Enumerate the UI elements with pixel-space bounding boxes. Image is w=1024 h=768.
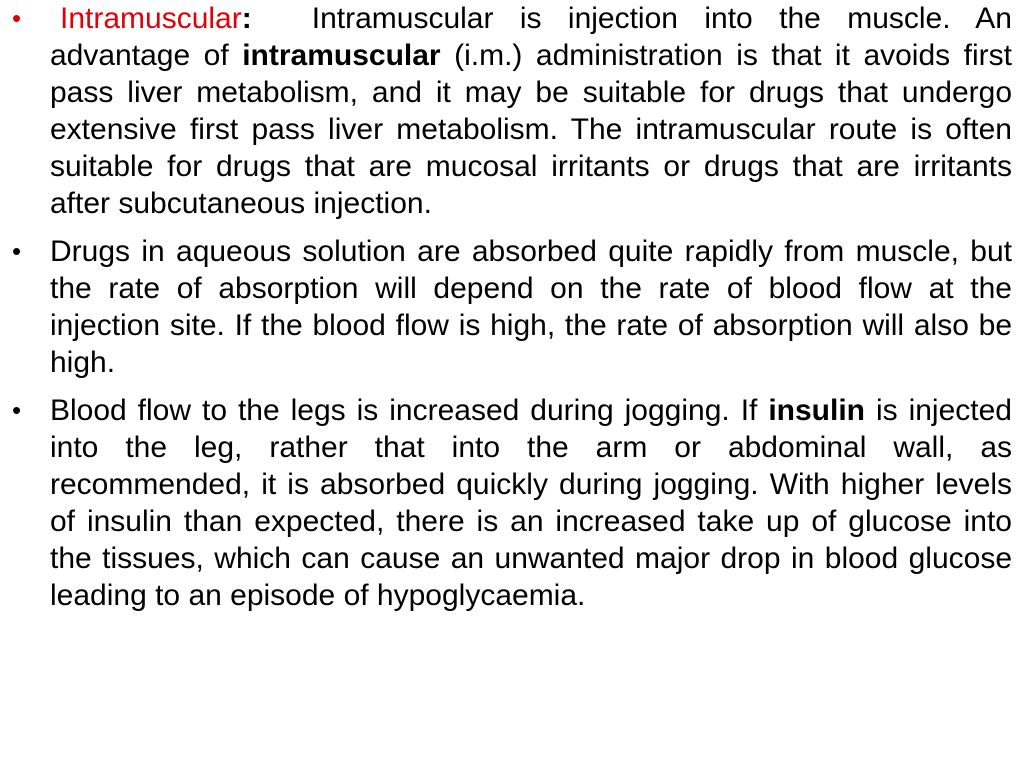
- bold-intramuscular: intramuscular: [242, 39, 441, 72]
- bullet-text: Intramuscular is injection into the muscle. An advantage of: [50, 2, 1012, 72]
- bullet-text: Drugs in aqueous solution are absorbed quite rapidly from muscle, but the rate of absorption will depend on the rate of blood flow at the injection site. If the blood flow is high, the rate of absorption will also be high.: [50, 235, 1012, 379]
- term-colon: :: [241, 2, 252, 35]
- bold-insulin: insulin: [768, 394, 865, 427]
- term-heading: [50, 2, 252, 35]
- bullet-dot: •: [12, 236, 22, 266]
- bullet-text: is injected into the leg, rather that into the arm or abdominal wall, as recommended, it is absorbed quickly during jogging. With higher levels of insulin than expected, there is an increased take up of glucose into the tissues, which can cause an unwanted major drop in blood glucose leading to an episode of hypoglycaemia.: [50, 394, 1012, 612]
- bullet-dot: •: [12, 3, 22, 33]
- bullet-jogging-insulin: [0, 392, 1012, 614]
- bullet-aqueous-solution: [0, 233, 1012, 381]
- bullet-text: (i.m.) administration is that it avoids first pass liver metabolism, and it may be suitable for drugs that undergo extensive first pass liver metabolism. The intramuscular route is often suitable for drugs that are mucosal irritants or drugs that are irritants after subcutaneous injection.: [50, 39, 1012, 220]
- bullet-dot: •: [12, 395, 22, 425]
- term-intramuscular: Intramuscular: [60, 2, 242, 35]
- bullet-text: Blood flow to the legs is increased during jogging. If: [50, 394, 769, 427]
- bullet-intramuscular: [0, 0, 1012, 222]
